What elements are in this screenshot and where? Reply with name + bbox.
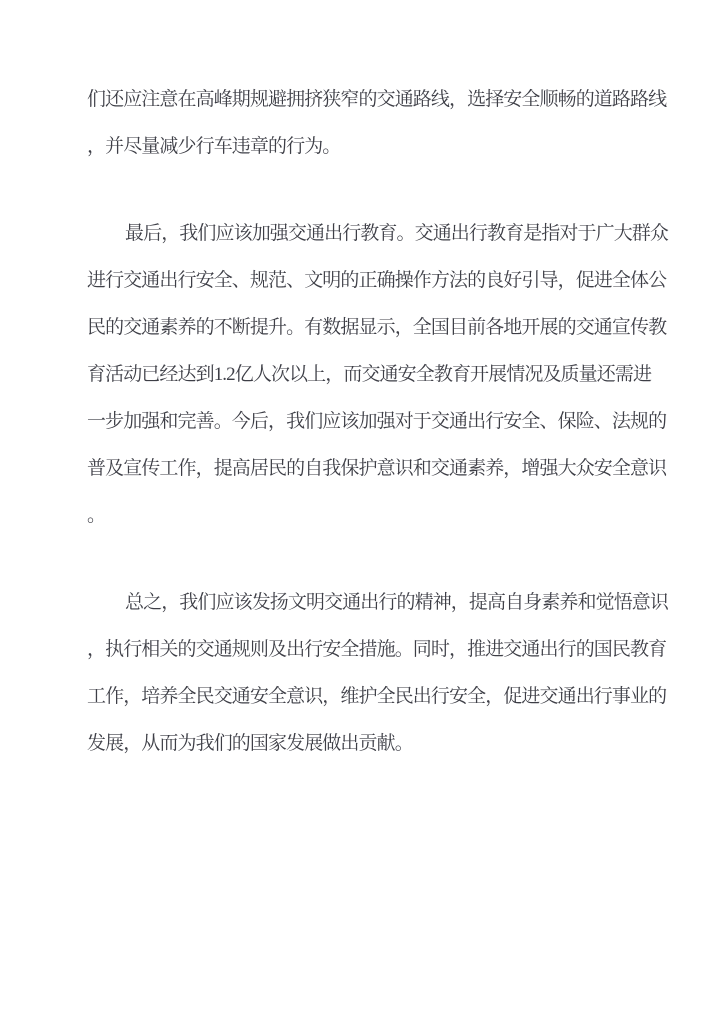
text-line: 。: [87, 505, 106, 526]
text-line: 工作，培养全民交通安全意识，维护全民出行安全，促进交通出行事业的: [87, 686, 667, 707]
text-line: ，执行相关的交通规则及出行安全措施。同时，推进交通出行的国民教育: [87, 639, 667, 660]
text-line: 最后，我们应该加强交通出行教育。交通出行教育是指对于广大群众: [125, 223, 669, 244]
document-body: [87, 76, 669, 807]
paragraph-1: [87, 76, 667, 170]
text-line: 民的交通素养的不断提升。有数据显示，全国目前各地开展的交通宣传教: [87, 317, 667, 338]
text-line: 普及宣传工作，提高居民的自我保护意识和交通素养，增强大众安全意识: [87, 458, 667, 479]
text-line: 一步加强和完善。今后，我们应该加强对于交通出行安全、保险、法规的: [87, 411, 667, 432]
text-line: ，并尽量减少行车违章的行为。: [87, 136, 341, 157]
text-line: 育活动已经达到1.2亿人次以上，而交通安全教育开展情况及质量还需进: [87, 364, 652, 385]
text-line: 发展，从而为我们的国家发展做出贡献。: [87, 733, 413, 754]
text-line: 们还应注意在高峰期规避拥挤狭窄的交通路线，选择安全顺畅的道路路线: [87, 89, 667, 110]
paragraph-2: [87, 210, 669, 539]
paragraph-3: [87, 579, 669, 767]
text-line: 总之，我们应该发扬文明交通出行的精神，提高自身素养和觉悟意识: [125, 592, 669, 613]
text-line: 进行交通出行安全、规范、文明的正确操作方法的良好引导，促进全体公: [87, 270, 667, 291]
